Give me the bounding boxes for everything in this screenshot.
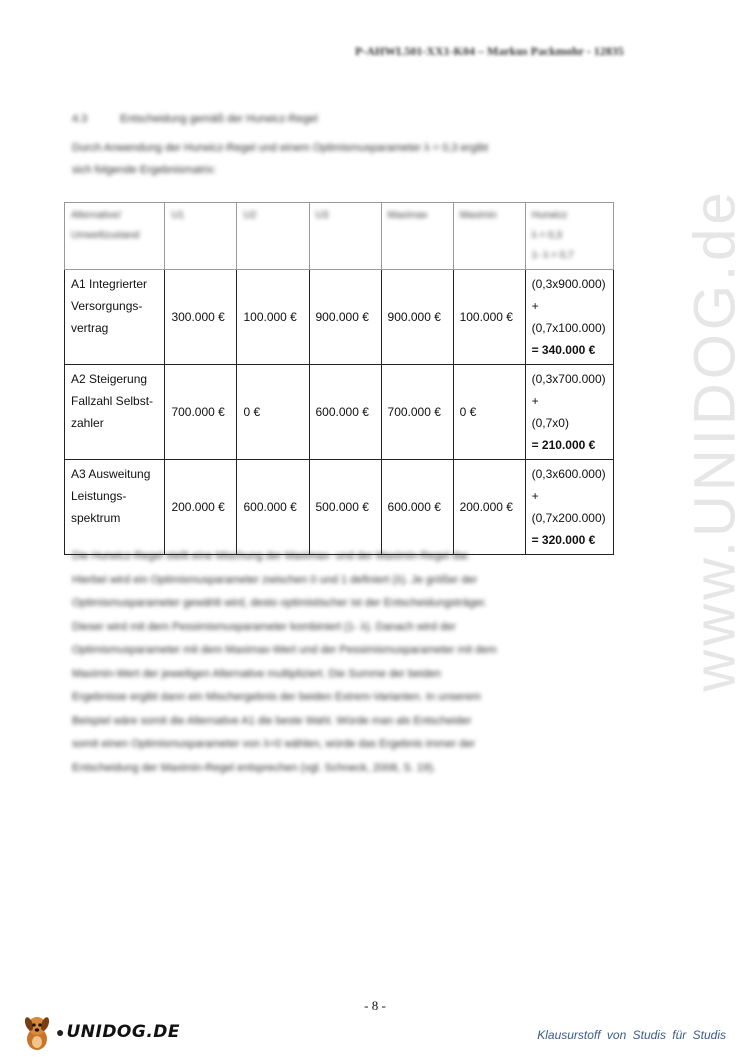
- paw-icon: ●: [56, 1024, 65, 1040]
- table-row: [65, 460, 614, 555]
- cell-u2: 600.000 €: [237, 460, 309, 555]
- body-paragraph: [72, 545, 617, 780]
- cell-alternative: [65, 270, 165, 365]
- header-text: λ = 0,3: [531, 230, 562, 241]
- paragraph-line: Optimismusparameter mit dem Maximax-Wert und der Pessimismusparameter mit dem: [72, 644, 497, 656]
- cell-hurwicz: [525, 270, 613, 365]
- cell-maximax: 900.000 €: [381, 270, 453, 365]
- cell-u3: 500.000 €: [309, 460, 381, 555]
- paragraph-line: Entscheidung der Maximin-Regel entsprechen (vgl. Schneck, 2008, S. 19).: [72, 761, 436, 774]
- intro-line: Durch Anwendung der Hurwicz-Regel und einem Optimismusparameter λ = 0,3 ergibt: [72, 142, 489, 154]
- header-text: 1- λ = 0,7: [531, 250, 574, 261]
- cell-text: (0,3x700.000): [531, 372, 606, 386]
- paragraph-line: Die Hurwicz-Regel stellt eine Mischung der Maximax- und der Maximin-Regel dar.: [72, 550, 471, 562]
- cell-u2: 100.000 €: [237, 270, 309, 365]
- section-title: Entscheidung gemäß der Hurwicz-Regel: [120, 113, 318, 125]
- cell-maximin: 100.000 €: [453, 270, 525, 365]
- cell-maximin: 200.000 €: [453, 460, 525, 555]
- hurwicz-result: = 340.000 €: [531, 343, 596, 357]
- intro-line: sich folgende Ergebnismatrix:: [72, 164, 217, 176]
- paragraph-line: Dieser wird mit dem Pessimismusparameter kombiniert (1- λ). Danach wird der: [72, 620, 456, 633]
- paragraph-line: somit einen Optimismusparameter von λ=0 wählen, würde das Ergebnis immer der: [72, 738, 476, 750]
- cell-u3: 900.000 €: [309, 270, 381, 365]
- cell-text: Versorgungs-: [71, 299, 143, 313]
- header-text: Hurwicz: [531, 210, 568, 221]
- cell-hurwicz: [525, 460, 613, 555]
- header-hurwicz: [525, 203, 613, 270]
- cell-text: +: [531, 394, 539, 408]
- cell-text: spektrum: [71, 511, 121, 525]
- hurwicz-result: = 210.000 €: [531, 438, 596, 452]
- result-matrix: [64, 202, 614, 555]
- cell-text: zahler: [71, 416, 104, 430]
- hurwicz-result: = 320.000 €: [531, 533, 596, 547]
- cell-u1: 300.000 €: [165, 270, 237, 365]
- table-row: [65, 270, 614, 365]
- cell-hurwicz: [525, 365, 613, 460]
- table-row: [65, 365, 614, 460]
- cell-text: Leistungs-: [71, 489, 127, 503]
- page-header: P-AHWL501-XX1-K04 – Markus Packmohr - 12835: [355, 44, 624, 58]
- cell-alternative: [65, 460, 165, 555]
- cell-u1: 200.000 €: [165, 460, 237, 555]
- cell-text: Fallzahl Selbst-: [71, 394, 154, 408]
- header-maximax: Maximax: [381, 203, 453, 270]
- cell-u2: 0 €: [237, 365, 309, 460]
- cell-text: A1 Integrierter: [71, 277, 148, 291]
- cell-u3: 600.000 €: [309, 365, 381, 460]
- watermark: www.UNIDOG.de: [682, 188, 748, 692]
- cell-text: (0,3x900.000): [531, 277, 606, 291]
- cell-text: (0,7x200.000): [531, 511, 606, 525]
- cell-maximin: 0 €: [453, 365, 525, 460]
- cell-text: A3 Ausweitung: [71, 467, 151, 481]
- cell-text: (0,7x100.000): [531, 321, 606, 335]
- paragraph-line: Beispiel wäre somit die Alternative A1 die beste Wahl. Würde man als Entscheider: [72, 714, 472, 727]
- intro-text: [72, 137, 612, 181]
- footer-tagline: Klausurstoff von Studis für Studis: [537, 1028, 726, 1042]
- cell-text: vertrag: [71, 321, 109, 335]
- cell-maximax: 600.000 €: [381, 460, 453, 555]
- page-number: - 8 -: [364, 998, 386, 1013]
- cell-text: +: [531, 489, 539, 503]
- cell-text: (0,7x0): [531, 416, 569, 430]
- paragraph-line: Maximin-Wert der jeweiligen Alternative multipliziert. Die Summe der beiden: [72, 667, 442, 680]
- header-text: Umweltzustand: [71, 230, 140, 241]
- header-u3: U3: [309, 203, 381, 270]
- header-maximin: Maximin: [453, 203, 525, 270]
- dog-icon: [22, 1012, 52, 1052]
- header-alternative: [65, 203, 165, 270]
- unidog-logo[interactable]: [22, 1012, 180, 1052]
- brand-name: UNIDOG.DE: [66, 1022, 181, 1042]
- cell-u1: 700.000 €: [165, 365, 237, 460]
- header-u1: U1: [165, 203, 237, 270]
- cell-text: (0,3x600.000): [531, 467, 606, 481]
- section-number: 4.3: [72, 113, 88, 125]
- section-heading: [72, 113, 318, 125]
- cell-maximax: 700.000 €: [381, 365, 453, 460]
- table-header-row: [65, 203, 614, 270]
- header-u2: U2: [237, 203, 309, 270]
- cell-alternative: [65, 365, 165, 460]
- paragraph-line: Ergebnisse ergibt dann ein Mischergebnis der beiden Extrem-Varianten. In unserem: [72, 691, 481, 703]
- header-text: Alternative/: [71, 210, 122, 221]
- cell-text: A2 Steigerung: [71, 372, 148, 386]
- cell-text: +: [531, 299, 539, 313]
- paragraph-line: Optimismusparameter gewählt wird, desto optimistischer ist der Entscheidungsträger.: [72, 597, 488, 609]
- paragraph-line: Hierbei wird ein Optimismusparameter zwischen 0 und 1 definiert (λ). Je größer der: [72, 573, 478, 586]
